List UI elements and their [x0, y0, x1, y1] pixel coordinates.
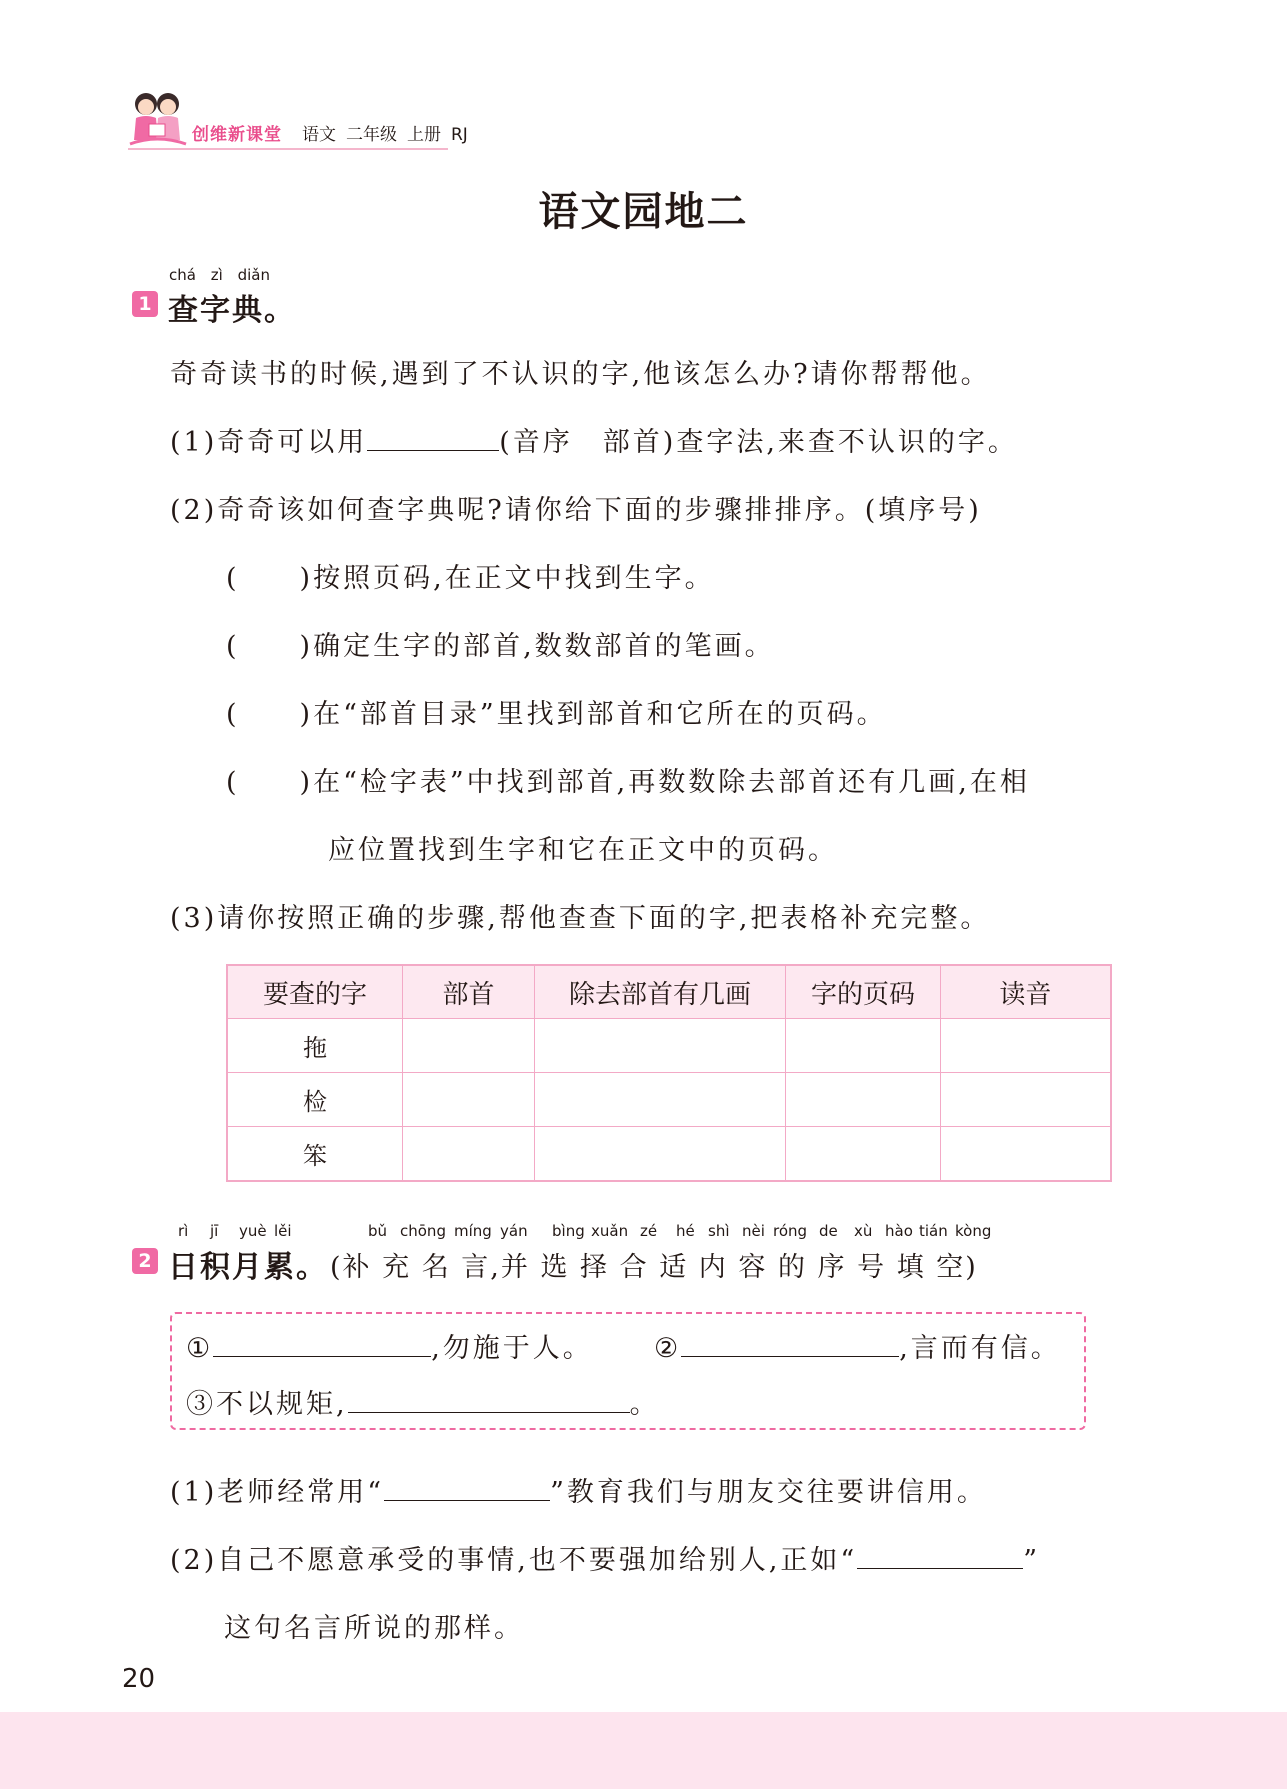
step-1 — [226, 556, 715, 595]
pinyin-syllable: róng — [773, 1222, 808, 1240]
answer-blank[interactable] — [213, 1328, 431, 1357]
pinyin-syllable: chá — [169, 266, 196, 284]
column-header: 读音 — [940, 965, 1111, 1019]
quote-1 — [186, 1326, 593, 1365]
pinyin-syllable: jī — [210, 1222, 219, 1240]
brand-name: 创维新课堂 — [192, 125, 282, 145]
section2-number-badge: 2 — [132, 1248, 158, 1274]
page-number: 20 — [122, 1664, 156, 1694]
quote-number: ② — [654, 1333, 682, 1364]
answer-cell[interactable] — [534, 1019, 785, 1073]
step-4 — [226, 760, 1030, 799]
pinyin-syllable: bìng — [552, 1222, 585, 1240]
step-text: 在“检字表”中找到部首,再数数除去部首还有几画,在相 — [313, 767, 1030, 798]
volume: 上册 — [407, 125, 441, 145]
character-cell: 检 — [227, 1073, 403, 1127]
step-text: 在“部首目录”里找到部首和它所在的页码。 — [313, 699, 887, 730]
step-4-continuation: 应位置找到生字和它在正文中的页码。 — [328, 835, 838, 866]
table-row — [227, 1127, 1111, 1182]
section2-question-1 — [170, 1470, 987, 1509]
pinyin-syllable: de — [819, 1222, 838, 1240]
order-paren[interactable]: ( ) — [226, 563, 314, 594]
question-prefix: (1)老师经常用“ — [170, 1477, 385, 1508]
pinyin-syllable: chōng — [400, 1222, 446, 1240]
quote-text: 不以规矩, — [216, 1389, 348, 1420]
pinyin-syllable: rì — [178, 1222, 189, 1240]
pinyin-syllable: lěi — [274, 1222, 292, 1240]
step-2 — [226, 624, 775, 663]
order-paren[interactable]: ( ) — [226, 699, 314, 730]
column-header: 要查的字 — [227, 965, 403, 1019]
quote-text: ,言而有信。 — [899, 1333, 1061, 1364]
pinyin-syllable: kòng — [955, 1222, 992, 1240]
section1-pinyin — [169, 266, 270, 284]
pinyin-syllable: zì — [210, 266, 223, 284]
answer-cell[interactable] — [534, 1127, 785, 1182]
answer-cell[interactable] — [403, 1073, 535, 1127]
mascot-logo — [126, 88, 188, 152]
quote-2 — [654, 1326, 1061, 1365]
table-header-row — [227, 965, 1111, 1019]
quote-3 — [186, 1382, 660, 1421]
quote-number: ① — [186, 1333, 214, 1364]
table-row — [227, 1073, 1111, 1127]
page-title: 语文园地二 — [538, 189, 749, 235]
section2-pinyin — [178, 1222, 1078, 1242]
table-row — [227, 1019, 1111, 1073]
pinyin-syllable: yuè — [239, 1222, 267, 1240]
header-divider — [128, 148, 448, 150]
answer-cell[interactable] — [403, 1127, 535, 1182]
pinyin-syllable: xuǎn — [591, 1222, 629, 1240]
question-1 — [170, 420, 1018, 459]
answer-cell[interactable] — [534, 1073, 785, 1127]
pinyin-syllable: zé — [640, 1222, 658, 1240]
question-1-prefix: (1)奇奇可以用 — [170, 427, 368, 458]
question-suffix: ”教育我们与朋友交往要讲信用。 — [550, 1477, 987, 1508]
pinyin-syllable: hé — [676, 1222, 695, 1240]
answer-cell[interactable] — [940, 1127, 1111, 1182]
question-2: (2)奇奇该如何查字典呢?请你给下面的步骤排排序。(填序号) — [170, 495, 982, 526]
pinyin-syllable: tián — [919, 1222, 948, 1240]
answer-cell[interactable] — [940, 1073, 1111, 1127]
pinyin-syllable: hào — [885, 1222, 913, 1240]
book-info — [302, 120, 478, 145]
question-3: (3)请你按照正确的步骤,帮他查查下面的字,把表格补充完整。 — [170, 903, 991, 934]
quote-text: 。 — [629, 1389, 660, 1420]
edition: RJ — [451, 125, 468, 145]
answer-cell[interactable] — [786, 1019, 941, 1073]
quote-text: ,勿施于人。 — [431, 1333, 593, 1364]
section1-intro: 奇奇读书的时候,遇到了不认识的字,他该怎么办?请你帮帮他。 — [170, 359, 991, 390]
step-3 — [226, 692, 887, 731]
pinyin-syllable: shì — [708, 1222, 730, 1240]
column-header: 字的页码 — [786, 965, 941, 1019]
column-header: 除去部首有几画 — [534, 965, 785, 1019]
order-paren[interactable]: ( ) — [226, 767, 314, 798]
column-header: 部首 — [403, 965, 535, 1019]
question-1-suffix: (音序 部首)查字法,来查不认识的字。 — [499, 427, 1018, 458]
question-prefix: (2)自己不愿意承受的事情,也不要强加给别人,正如“ — [170, 1545, 858, 1576]
section1-title: 查字典。 — [168, 293, 296, 328]
answer-cell[interactable] — [786, 1127, 941, 1182]
section2-question-2-continuation: 这句名言所说的那样。 — [224, 1613, 524, 1644]
section2-instruction: (补 充 名 言,并 选 择 合 适 内 容 的 序 号 填 空) — [330, 1252, 978, 1283]
subject: 语文 — [302, 125, 336, 145]
answer-blank[interactable] — [367, 422, 499, 451]
section1-number-badge: 1 — [132, 291, 158, 317]
character-cell: 拖 — [227, 1019, 403, 1073]
pinyin-syllable: diǎn — [237, 266, 270, 284]
step-text: 确定生字的部首,数数部首的笔画。 — [313, 631, 775, 662]
answer-blank[interactable] — [348, 1384, 630, 1413]
pinyin-syllable: bǔ — [368, 1222, 388, 1240]
answer-blank[interactable] — [857, 1540, 1023, 1569]
question-suffix: ” — [1023, 1545, 1041, 1576]
pinyin-syllable: xù — [854, 1222, 873, 1240]
answer-blank[interactable] — [681, 1328, 899, 1357]
quote-number: ③ — [186, 1389, 216, 1420]
pinyin-syllable: míng — [454, 1222, 492, 1240]
step-text: 按照页码,在正文中找到生字。 — [313, 563, 715, 594]
quote-box — [170, 1312, 1086, 1430]
section2-title: 日积月累。 — [168, 1250, 328, 1285]
character-cell: 笨 — [227, 1127, 403, 1182]
dictionary-lookup-table — [226, 964, 1112, 1182]
pinyin-syllable: yán — [500, 1222, 528, 1240]
pinyin-syllable: nèi — [742, 1222, 765, 1240]
grade: 二年级 — [346, 125, 397, 145]
answer-cell[interactable] — [403, 1019, 535, 1073]
answer-cell[interactable] — [786, 1073, 941, 1127]
footer-band — [0, 1712, 1287, 1789]
section2-question-2 — [170, 1538, 1040, 1577]
answer-cell[interactable] — [940, 1019, 1111, 1073]
answer-blank[interactable] — [384, 1472, 550, 1501]
order-paren[interactable]: ( ) — [226, 631, 314, 662]
